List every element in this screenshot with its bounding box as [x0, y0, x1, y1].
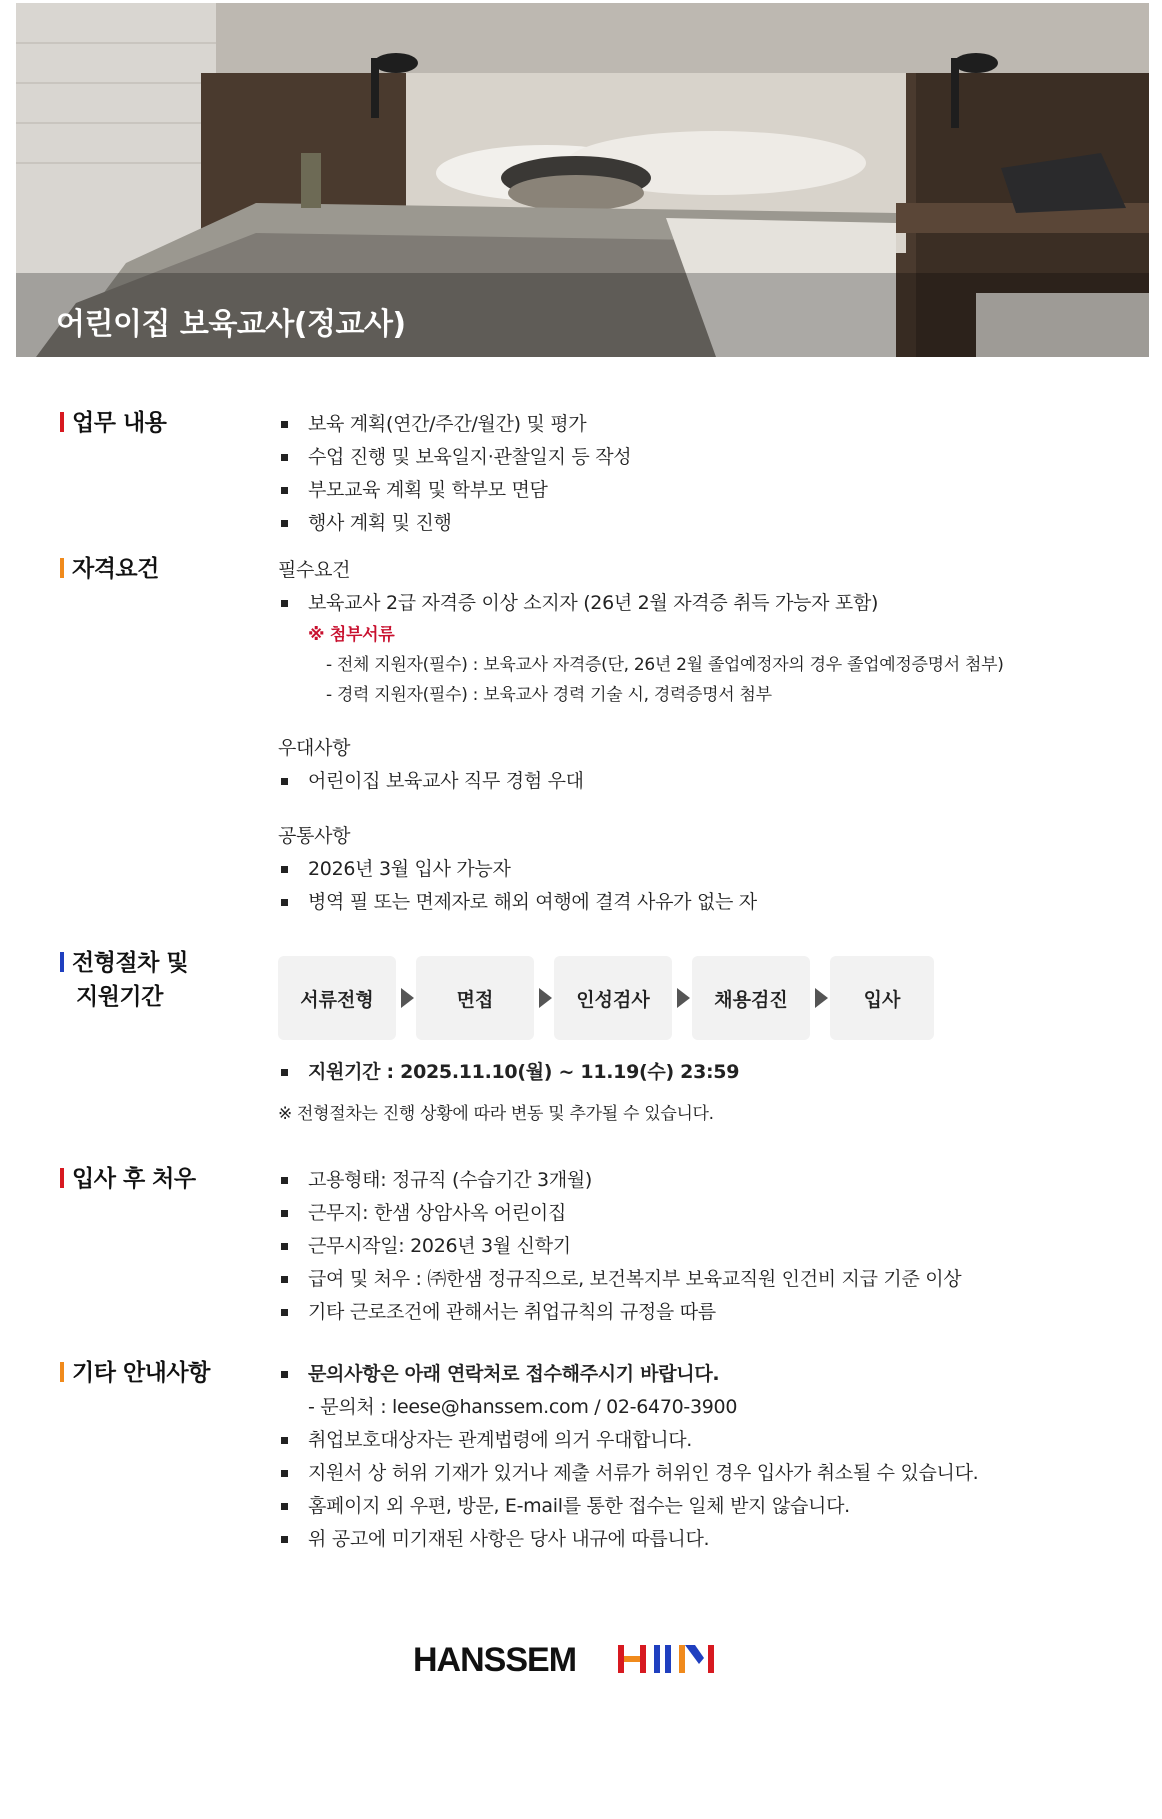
required-list: [278, 587, 1078, 620]
contact-line: - 문의처 : leese@hanssem.com / 02-6470-3900: [308, 1396, 738, 1418]
list-item: 취업보호대상자는 관계법령에 의거 우대합니다.: [278, 1424, 1078, 1457]
step-personality-test: 인성검사: [554, 956, 672, 1040]
step-document-screening: 서류전형: [278, 956, 396, 1040]
common-head: 공통사항: [278, 825, 351, 847]
step-medical-check: 채용검진: [692, 956, 810, 1040]
section-title-duties: [60, 406, 166, 440]
logo-text: HANSSEM: [413, 1642, 577, 1676]
logo-graphic: [413, 1642, 733, 1676]
section-title-text: 입사 후 처우: [72, 1166, 196, 1192]
section-title-text: 기타 안내사항: [72, 1360, 210, 1386]
application-period: 지원기간 : 2025.11.10(월) ~ 11.19(수) 23:59: [278, 1056, 1078, 1089]
duties-content: [278, 408, 1078, 540]
qualifications-content: [278, 554, 1078, 919]
red-accent-bar: [60, 1168, 64, 1188]
section-title-text: 전형절차 및: [72, 950, 189, 976]
section-title-qualifications: [60, 552, 159, 586]
attachment-line: - 전체 지원자(필수) : 보육교사 자격증(단, 26년 2월 졸업예정자의 경우 졸업예정증명서 첨부): [326, 655, 1004, 675]
arrow-right-icon: [401, 988, 414, 1008]
arrow-right-icon: [677, 988, 690, 1008]
list-item: 수업 진행 및 보육일지·관찰일지 등 작성: [278, 441, 1078, 474]
list-item: 행사 계획 및 진행: [278, 507, 1078, 540]
etc-content: [278, 1358, 1078, 1556]
step-interview: 면접: [416, 956, 534, 1040]
attachment-line: - 경력 지원자(필수) : 보육교사 경력 기술 시, 경력증명서 첨부: [326, 685, 772, 705]
list-item: 어린이집 보육교사 직무 경험 우대: [278, 765, 1078, 798]
page-title: 어린이집 보육교사(정교사): [56, 307, 406, 342]
benefits-list: [278, 1164, 1078, 1329]
section-title-text-line2: 지원기간: [76, 984, 163, 1010]
section-title-process: [60, 946, 188, 1014]
section-title-etc: [60, 1356, 210, 1390]
attachment-note: ※ 첨부서류: [308, 625, 395, 645]
preferred-list: [278, 765, 1078, 798]
required-head: 필수요건: [278, 559, 351, 581]
process-steps: [278, 956, 1038, 1040]
common-list: [278, 853, 1078, 919]
blue-accent-bar: [60, 952, 64, 972]
list-item: 급여 및 처우 : ㈜한샘 정규직으로, 보건복지부 보육교직원 인건비 지급 기준 이상: [278, 1263, 1078, 1296]
etc-list-more: [278, 1424, 1078, 1556]
section-title-text: 업무 내용: [72, 410, 167, 436]
list-item: 고용형태: 정규직 (수습기간 3개월): [278, 1164, 1078, 1197]
red-accent-bar: [60, 412, 64, 432]
list-item: 위 공고에 미기재된 사항은 당사 내규에 따릅니다.: [278, 1523, 1078, 1556]
list-item: 병역 필 또는 면제자로 해외 여행에 결격 사유가 없는 자: [278, 886, 1078, 919]
inquiry-item: 문의사항은 아래 연락처로 접수해주시기 바랍니다.: [278, 1358, 1078, 1391]
orange-accent-bar: [60, 558, 64, 578]
arrow-right-icon: [539, 988, 552, 1008]
section-title-benefits: [60, 1162, 196, 1196]
period-list: [278, 1056, 1078, 1089]
hanssem-logo: [413, 1642, 733, 1676]
section-title-text: 자격요건: [72, 556, 159, 582]
preferred-head: 우대사항: [278, 737, 351, 759]
list-item: 보육 계획(연간/주간/월간) 및 평가: [278, 408, 1078, 441]
duties-list: [278, 408, 1078, 540]
list-item: 근무시작일: 2026년 3월 신학기: [278, 1230, 1078, 1263]
arrow-right-icon: [815, 988, 828, 1008]
benefits-content: [278, 1164, 1078, 1329]
hero-banner: [16, 3, 1149, 357]
list-item: 지원서 상 허위 기재가 있거나 제출 서류가 허위인 경우 입사가 취소될 수 있습니다.: [278, 1457, 1078, 1490]
list-item: 기타 근로조건에 관해서는 취업규칙의 규정을 따름: [278, 1296, 1078, 1329]
list-item: 홈페이지 외 우편, 방문, E-mail를 통한 접수는 일체 받지 않습니다.: [278, 1490, 1078, 1523]
list-item: 2026년 3월 입사 가능자: [278, 853, 1078, 886]
step-join: 입사: [830, 956, 934, 1040]
orange-accent-bar: [60, 1362, 64, 1382]
list-item: 근무지: 한샘 상암사옥 어린이집: [278, 1197, 1078, 1230]
list-item: 보육교사 2급 자격증 이상 소지자 (26년 2월 자격증 취득 가능자 포함): [278, 587, 1078, 620]
process-content: [278, 1056, 1078, 1129]
list-item: 부모교육 계획 및 학부모 면담: [278, 474, 1078, 507]
process-note: ※ 전형절차는 진행 상황에 따라 변동 및 추가될 수 있습니다.: [278, 1104, 714, 1124]
etc-list: [278, 1358, 1078, 1391]
